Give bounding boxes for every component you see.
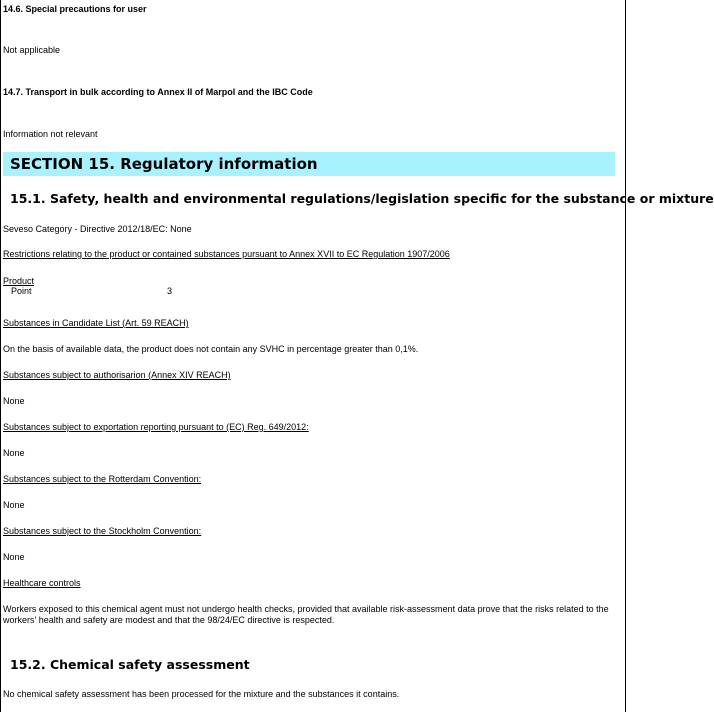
authorisation-text: None [3,396,25,406]
product-label: Product [3,276,35,286]
point-value: 3 [167,286,173,296]
rotterdam-label: Substances subject to the Rotterdam Convention: [3,474,202,484]
candidate-list-text: On the basis of available data, the product does not contain any SVHC in percentage greater than 0,1%. [3,344,419,354]
exportation-label: Substances subject to exportation reporting pursuant to (EC) Reg. 649/2012: [3,422,309,432]
authorisation-label: Substances subject to authorisarion (Annex XIV REACH) [3,370,231,380]
exportation-text: None [3,448,25,458]
stockholm-label: Substances subject to the Stockholm Convention: [3,526,202,536]
chemical-safety-text: No chemical safety assessment has been processed for the mixture and the substances it contains. [3,689,400,699]
rotterdam-text: None [3,500,25,510]
section-15-title: SECTION 15. Regulatory information [10,155,318,173]
candidate-list-label: Substances in Candidate List (Art. 59 REACH) [3,318,189,328]
heading-14-7: 14.7. Transport in bulk according to Annex II of Marpol and the IBC Code [3,87,313,97]
heading-14-6: 14.6. Special precautions for user [3,4,147,14]
page-right-border [625,0,626,712]
seveso-text: Seveso Category - Directive 2012/18/EC: None [3,224,192,234]
healthcare-label: Healthcare controls [3,578,81,588]
text-14-6: Not applicable [3,45,61,55]
section-15-banner [3,152,615,176]
stockholm-text: None [3,552,25,562]
healthcare-text: Workers exposed to this chemical agent must not undergo health checks, provided that available risk-assessment data prove that the risks related to the workers' health and safety are modest and that the 98/24/EC directive is respected. [3,604,609,625]
point-label: Point [11,286,32,296]
page-left-border [0,0,1,712]
heading-15-1: 15.1. Safety, health and environmental regulations/legislation specific for the substance or mixture [10,191,714,206]
heading-15-2: 15.2. Chemical safety assessment [10,657,250,672]
restrictions-label: Restrictions relating to the product or contained substances pursuant to Annex XVII to EC Regulation 1907/2006 [3,249,450,259]
text-14-7: Information not relevant [3,129,98,139]
